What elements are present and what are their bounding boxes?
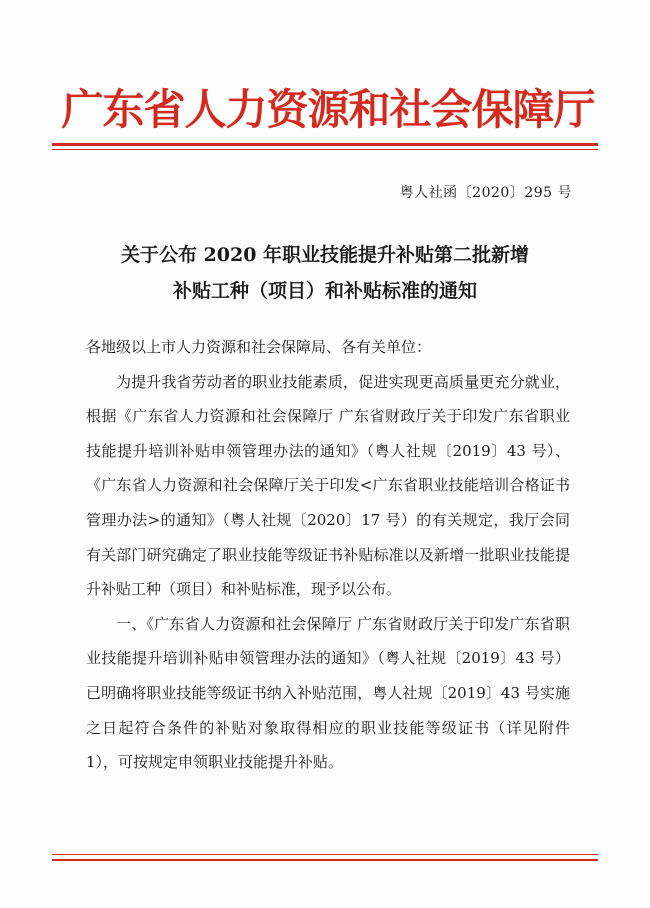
document-body — [86, 330, 570, 780]
header-rule-thin — [52, 149, 598, 150]
footer-rule-thin — [52, 854, 598, 855]
document-title-line-1: 关于公布 2020 年职业技能提升补贴第二批新增 — [120, 244, 530, 266]
body-paragraph-1: 为提升我省劳动者的职业技能素质，促进实现更高质量更充分就业，根据《广东省人力资源和社会保障厅 广东省财政厅关于印发广东省职业技能提升培训补贴申领管理办法的通知》（粤人社规〔2019〕43 号）、《广东省人力资源和社会保障厅关于印发<广东省职业技能培训合格证书管理办法>的通知》（粤人社规〔2020〕17 号）的有关规定，我厅会同有关部门研究确定了职业技能等级证书补贴标准以及新增一批职业技能提升补贴工种（项目）和补贴标准，现予以公布。 — [86, 372, 570, 599]
document-title-line-2: 补贴工种（项目）和补贴标准的通知 — [172, 280, 477, 302]
document-title — [80, 237, 570, 309]
document-number: 粤人社函〔2020〕295 号 — [399, 185, 572, 201]
issuing-authority-header: 广东省人力资源和社会保障厅 — [61, 85, 595, 134]
body-paragraph-2: 一、《广东省人力资源和社会保障厅 广东省财政厅关于印发广东省职业技能提升培训补贴申领管理办法的通知》（粤人社规〔2019〕43 号）已明确将职业技能等级证书纳入补贴范围，粤人社规〔2019〕43 号实施之日起符合条件的补贴对象取得相应的职业技能等级证书（详见附件 1），可按规定申领职业技能提升补贴。 — [86, 614, 570, 772]
footer-rule-thick — [52, 859, 598, 861]
header-rule-thick — [52, 143, 598, 146]
salutation: 各地级以上市人力资源和社会保障局、各有关单位： — [86, 338, 432, 356]
